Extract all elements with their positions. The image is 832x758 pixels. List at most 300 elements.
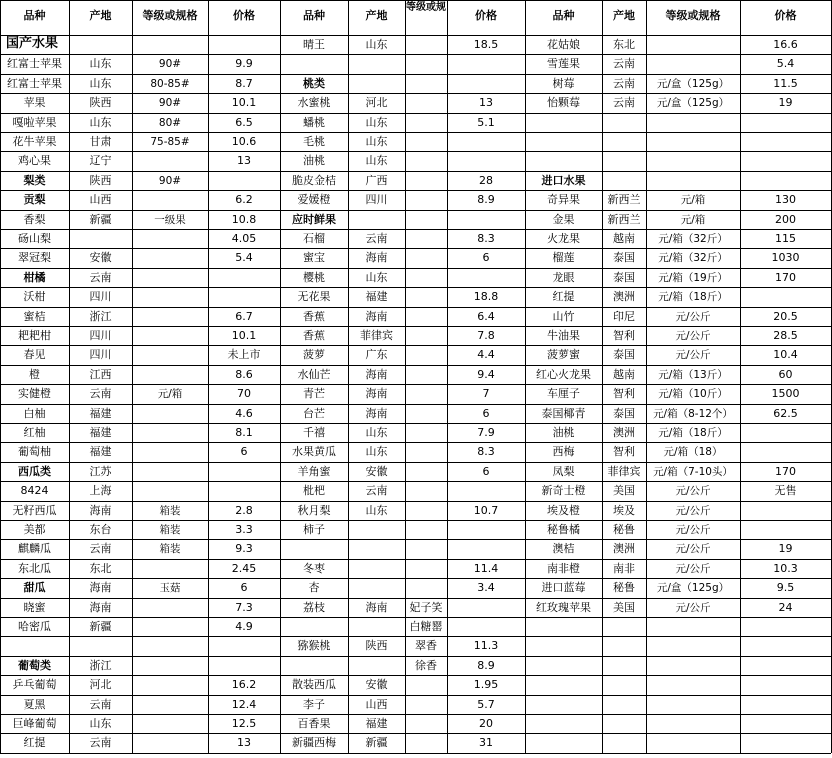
table-cell: 辽宁 <box>89 154 112 168</box>
table-cell: 花姑娘 <box>547 38 580 51</box>
table-cell: 4.05 <box>231 232 257 245</box>
table-cell: 福建 <box>89 426 112 439</box>
table-cell: 山东 <box>365 115 388 129</box>
column-header: 价格 <box>475 9 497 22</box>
table-cell: 澳洲 <box>613 290 635 304</box>
column-header: 价格 <box>774 9 797 22</box>
table-cell: 安徽 <box>89 251 112 265</box>
table-cell: 柿子 <box>303 523 325 536</box>
table-cell: 90# <box>158 58 182 71</box>
table-cell: 山东 <box>89 57 112 71</box>
table-cell: 柑橘 <box>23 270 46 284</box>
table-cell: 元/箱（18） <box>663 446 723 459</box>
table-cell: 东北 <box>89 561 112 575</box>
table-cell: 元/公斤 <box>675 562 711 575</box>
table-cell: 6.4 <box>477 309 495 323</box>
table-cell: 75-85# <box>150 136 190 148</box>
table-cell: 水仙芒 <box>297 367 331 381</box>
table-cell: 10.6 <box>231 135 257 148</box>
table-cell: 元/箱（32斤） <box>658 252 728 265</box>
table-cell: 玉菇 <box>159 582 181 595</box>
table-cell: 5.4 <box>776 57 795 71</box>
table-cell: 19 <box>778 542 793 556</box>
table-cell: 10.3 <box>773 561 798 575</box>
table-cell: 泰国 <box>613 270 635 284</box>
table-cell: 山东 <box>89 717 112 730</box>
table-cell: 东台 <box>89 523 112 536</box>
column-header: 价格 <box>233 9 255 22</box>
table-cell: 6.2 <box>235 193 253 207</box>
table-cell: 耙耙柑 <box>18 329 51 342</box>
table-cell: 花牛苹果 <box>12 135 57 148</box>
table-cell: 河北 <box>89 678 112 692</box>
table-cell: 元/公斤 <box>675 504 711 517</box>
table-cell: 猕猴桃 <box>297 639 331 653</box>
table-cell: 元/公斤 <box>675 543 711 556</box>
table-cell: 广西 <box>365 173 388 187</box>
table-cell: 福建 <box>89 445 112 459</box>
table-cell: 海南 <box>89 581 112 595</box>
table-cell: 山东 <box>365 503 388 517</box>
table-cell: 四川 <box>89 348 112 362</box>
table-cell: 鸡心果 <box>18 154 51 168</box>
table-cell: 元/公斤 <box>675 485 711 498</box>
column-header: 产地 <box>365 9 388 22</box>
table-cell: 3.3 <box>235 523 253 536</box>
table-cell: 油桃 <box>552 426 575 439</box>
table-cell: 蜜桔 <box>23 309 46 323</box>
table-cell: 海南 <box>365 387 388 401</box>
table-cell: 6 <box>240 445 248 459</box>
table-cell: 千禧 <box>303 426 325 439</box>
table-cell: 甜瓜 <box>23 581 46 595</box>
table-cell: 云南 <box>613 57 635 71</box>
table-cell: 8.3 <box>477 445 495 459</box>
table-cell: 10.4 <box>773 348 798 362</box>
table-cell: 新疆西梅 <box>292 736 336 750</box>
column-header: 产地 <box>613 9 635 22</box>
table-cell: 四川 <box>365 193 388 207</box>
table-cell: 云南 <box>89 387 112 401</box>
table-cell: 南非橙 <box>547 561 580 575</box>
table-cell: 8.3 <box>477 232 495 245</box>
table-cell: 海南 <box>89 503 112 517</box>
table-cell: 山东 <box>365 270 388 284</box>
table-cell: 11.3 <box>473 639 499 653</box>
table-cell: 新西兰 <box>607 212 641 226</box>
table-cell: 越南 <box>613 232 635 245</box>
table-cell: 菠萝蜜 <box>547 348 580 362</box>
table-cell: 28 <box>479 173 493 187</box>
table-cell: 元/箱（18斤） <box>658 291 728 304</box>
table-cell: 无籽西瓜 <box>12 503 57 517</box>
table-cell: 无售 <box>774 484 797 498</box>
table-cell: 李子 <box>303 697 325 711</box>
table-cell: 红富士苹果 <box>7 76 62 90</box>
table-cell: 2.45 <box>231 561 257 575</box>
table-cell: 云南 <box>365 484 388 498</box>
table-cell: 翠香 <box>415 639 437 653</box>
table-cell: 3.4 <box>477 581 495 595</box>
table-cell: 夏黑 <box>23 697 46 711</box>
table-cell: 6 <box>482 251 490 265</box>
table-cell: 泰国 <box>613 406 635 420</box>
table-cell: 百香果 <box>297 717 331 730</box>
table-cell: 13 <box>479 96 493 110</box>
table-cell: 元/箱（19斤） <box>658 271 728 284</box>
table-cell: 1030 <box>771 251 800 265</box>
table-cell: 元/公斤 <box>675 349 711 362</box>
table-cell: 元/箱（18斤） <box>658 427 728 439</box>
table-cell: 枇杷 <box>303 484 325 498</box>
table-cell: 陕西 <box>365 639 388 653</box>
table-cell: 11.5 <box>773 76 798 90</box>
table-cell: 红心火龙果 <box>536 367 591 381</box>
table-cell: 70 <box>237 387 251 401</box>
table-cell: 60 <box>778 367 793 381</box>
table-cell: 2.8 <box>235 503 253 517</box>
table-cell: 澳洲 <box>613 542 635 556</box>
table-cell: 云南 <box>613 96 635 110</box>
table-cell: 6.7 <box>235 309 253 323</box>
table-cell: 油桃 <box>303 154 325 168</box>
table-cell: 红提 <box>552 290 575 304</box>
table-cell: 美国 <box>613 600 635 614</box>
table-cell: 海南 <box>365 309 388 323</box>
table-cell: 元/公斤 <box>675 310 711 323</box>
table-cell: 香蕉 <box>303 329 325 342</box>
table-cell: 陕西 <box>89 96 112 110</box>
table-cell: 元/箱（7-10头） <box>653 465 733 478</box>
table-cell: 晴王 <box>303 38 325 51</box>
table-cell: 智利 <box>613 445 635 459</box>
table-cell: 沃柑 <box>23 290 46 304</box>
table-cell: 安徽 <box>365 464 388 478</box>
table-cell: 山东 <box>365 154 388 168</box>
table-cell: 蟠桃 <box>303 115 325 129</box>
table-cell: 脆皮金桔 <box>292 173 336 187</box>
column-header: 品种 <box>303 9 325 22</box>
table-cell: 翠冠梨 <box>18 251 51 265</box>
table-cell: 红富士苹果 <box>7 57 62 71</box>
table-cell: 树莓 <box>552 76 575 90</box>
table-cell: 9.3 <box>235 542 253 556</box>
table-cell: 广东 <box>365 348 388 362</box>
table-cell: 云南 <box>365 232 388 245</box>
table-cell: 龙眼 <box>552 270 575 284</box>
table-cell: 新疆 <box>89 212 112 226</box>
table-cell: 9.4 <box>477 367 495 381</box>
table-cell: 6.5 <box>235 115 253 129</box>
table-cell: 怡颗莓 <box>547 96 580 110</box>
table-cell: 南非 <box>613 561 635 575</box>
table-cell: 13 <box>237 154 251 168</box>
table-cell: 哈密瓜 <box>18 620 51 633</box>
table-cell: 应时鲜果 <box>292 212 336 226</box>
table-cell: 榴莲 <box>552 251 575 265</box>
table-cell: 9.9 <box>235 57 253 71</box>
table-cell: 山东 <box>89 115 112 129</box>
table-cell: 四川 <box>89 290 112 304</box>
table-cell: 梨类 <box>23 173 46 187</box>
table-cell: 7.8 <box>477 329 495 342</box>
table-cell: 乒乓葡萄 <box>12 678 57 692</box>
table-cell: 福建 <box>365 717 388 730</box>
table-cell: 31 <box>479 736 493 750</box>
table-cell: 贡梨 <box>23 193 46 207</box>
table-cell: 徐香 <box>415 658 437 672</box>
table-cell: 未上市 <box>227 348 261 362</box>
table-cell: 美都 <box>23 523 46 536</box>
table-cell: 实健橙 <box>18 387 51 401</box>
table-cell: 4.9 <box>235 620 253 633</box>
table-cell: 海南 <box>365 600 388 614</box>
table-cell: 5.7 <box>477 697 495 711</box>
table-cell: 白糖罂 <box>409 620 443 633</box>
table-cell: 8.7 <box>235 76 253 90</box>
table-cell: 雪莲果 <box>547 57 580 71</box>
table-cell: 河北 <box>365 96 388 110</box>
table-cell: 115 <box>775 232 796 245</box>
table-cell: 8.9 <box>477 193 495 207</box>
table-cell: 元/箱（13斤） <box>658 368 728 381</box>
table-cell: 江苏 <box>89 464 112 478</box>
table-cell: 樱桃 <box>303 270 325 284</box>
table-cell: 元/公斤 <box>675 330 711 342</box>
table-cell: 16.6 <box>773 38 798 51</box>
table-cell: 8.9 <box>477 658 495 672</box>
table-cell: 200 <box>775 212 796 226</box>
table-cell: 20 <box>479 717 493 730</box>
table-cell: 葡萄类 <box>18 658 51 672</box>
table-cell: 5.4 <box>235 251 253 265</box>
table-cell: 菲律宾 <box>607 464 641 478</box>
table-cell: 巨峰葡萄 <box>12 717 57 730</box>
table-cell: 20.5 <box>773 309 798 323</box>
table-cell: 箱装 <box>159 543 181 556</box>
table-cell: 红玫瑰苹果 <box>536 600 591 614</box>
table-cell: 羊角蜜 <box>297 464 331 478</box>
table-cell: 云南 <box>89 697 112 711</box>
table-cell: 妃子笑 <box>409 600 443 614</box>
table-cell: 无花果 <box>297 290 331 304</box>
table-cell: 90# <box>158 174 182 187</box>
table-cell: 新疆 <box>365 736 388 750</box>
table-cell: 红提 <box>23 736 46 750</box>
table-cell: 山东 <box>365 445 388 459</box>
table-cell: 智利 <box>613 387 635 401</box>
table-cell: 智利 <box>613 329 635 342</box>
table-cell: 云南 <box>89 736 112 750</box>
table-cell: 埃及橙 <box>547 503 580 517</box>
table-cell: 泰国 <box>613 251 635 265</box>
table-cell: 香梨 <box>23 212 46 226</box>
table-cell: 山东 <box>365 135 388 148</box>
column-header: 等级或规格 <box>142 9 198 22</box>
table-cell: 云南 <box>89 542 112 556</box>
table-cell: 海南 <box>365 406 388 420</box>
column-header: 产地 <box>89 9 112 22</box>
table-cell: 元/盒（125g） <box>656 582 730 595</box>
table-cell: 箱装 <box>159 524 181 536</box>
table-cell: 1500 <box>771 387 800 401</box>
table-cell: 一级果 <box>154 213 186 226</box>
table-cell: 橙 <box>29 367 40 381</box>
table-cell: 冬枣 <box>303 561 325 575</box>
table-cell: 江西 <box>89 367 112 381</box>
table-cell: 晓蜜 <box>23 600 46 614</box>
table-cell: 泰国 <box>613 348 635 362</box>
column-header: 品种 <box>552 9 575 22</box>
table-cell: 凤梨 <box>552 464 575 478</box>
table-cell: 11.4 <box>473 561 499 575</box>
table-cell: 秘鲁橘 <box>547 523 580 536</box>
table-cell: 车厘子 <box>547 387 580 401</box>
table-cell: 新奇士橙 <box>541 484 586 498</box>
table-cell: 170 <box>775 464 796 478</box>
table-cell: 130 <box>775 193 796 207</box>
table-cell: 甘肃 <box>89 135 112 148</box>
table-cell: 云南 <box>89 270 112 284</box>
table-cell: 新西兰 <box>607 193 641 207</box>
table-cell: 8424 <box>20 484 49 498</box>
table-cell: 荔枝 <box>303 600 325 614</box>
table-cell: 80-85# <box>150 77 190 90</box>
table-cell: 山西 <box>365 697 388 711</box>
table-cell: 澳洲 <box>613 426 635 439</box>
table-cell: 山东 <box>365 426 388 439</box>
table-cell: 金果 <box>552 212 575 226</box>
table-cell: 7.3 <box>235 600 253 614</box>
table-cell: 1.95 <box>473 678 499 692</box>
table-cell: 12.4 <box>231 697 257 711</box>
table-cell: 红柚 <box>23 426 46 439</box>
table-cell: 7.9 <box>477 426 495 439</box>
table-cell: 菲律宾 <box>360 329 393 342</box>
table-cell: 越南 <box>613 367 635 381</box>
table-cell: 东北 <box>613 38 635 51</box>
table-cell: 埃及 <box>613 503 635 517</box>
table-cell: 国产水果 <box>6 36 59 51</box>
table-cell: 上海 <box>89 484 112 498</box>
table-cell: 4.4 <box>477 348 495 362</box>
table-cell: 6 <box>482 406 490 420</box>
table-cell: 12.5 <box>231 717 257 730</box>
table-cell: 170 <box>775 270 796 284</box>
table-cell: 元/箱 <box>157 388 183 401</box>
table-cell: 8.1 <box>235 426 253 439</box>
table-cell: 10.1 <box>231 329 257 342</box>
table-cell: 菠萝 <box>303 348 325 362</box>
table-cell: 蜜宝 <box>303 251 325 265</box>
table-cell: 泰国椰青 <box>541 406 586 420</box>
table-cell: 秋月梨 <box>297 503 331 517</box>
table-cell: 嘎啦苹果 <box>12 115 57 129</box>
table-cell: 山西 <box>89 193 112 207</box>
table-cell: 香蕉 <box>303 309 325 323</box>
table-cell: 西梅 <box>552 445 575 459</box>
table-cell: 西瓜类 <box>18 464 51 478</box>
table-cell: 散装西瓜 <box>292 678 336 692</box>
table-cell: 元/盒（125g） <box>656 77 730 90</box>
table-cell: 火龙果 <box>547 232 580 245</box>
table-cell: 葡萄柚 <box>18 445 51 459</box>
table-cell: 10.1 <box>231 96 257 110</box>
table-cell: 水果黄瓜 <box>292 445 336 459</box>
table-cell: 10.7 <box>473 503 499 517</box>
table-cell: 安徽 <box>365 678 388 692</box>
table-cell: 元/箱 <box>680 213 706 226</box>
table-cell: 石榴 <box>303 232 325 245</box>
table-cell: 台芒 <box>303 406 325 420</box>
table-cell: 毛桃 <box>303 135 325 148</box>
table-cell: 6 <box>482 464 490 478</box>
table-cell: 19 <box>778 96 793 110</box>
table-cell: 元/箱（32斤） <box>658 233 728 245</box>
column-header: 等级或规格 <box>665 9 721 22</box>
table-cell: 元/箱（8-12个） <box>653 407 733 420</box>
table-cell: 28.5 <box>773 329 798 342</box>
table-cell: 青芒 <box>303 387 325 401</box>
table-cell: 山东 <box>89 76 112 90</box>
table-cell: 浙江 <box>89 658 112 672</box>
table-cell: 麒麟瓜 <box>18 542 51 556</box>
table-cell: 福建 <box>89 406 112 420</box>
table-cell: 四川 <box>89 329 112 342</box>
table-cell: 白柚 <box>23 406 46 420</box>
table-cell: 奇异果 <box>547 193 580 207</box>
table-cell: 90# <box>158 97 182 110</box>
table-cell: 元/公斤 <box>675 601 711 614</box>
table-cell: 13 <box>237 736 251 750</box>
table-cell: 进口水果 <box>541 173 586 187</box>
table-cell: 福建 <box>365 290 388 304</box>
table-cell: 8.6 <box>235 367 253 381</box>
table-cell: 元/箱 <box>680 194 706 207</box>
table-cell: 进口蓝莓 <box>541 581 586 595</box>
table-cell: 18.5 <box>473 38 499 51</box>
table-cell: 澳桔 <box>552 542 575 556</box>
table-cell: 砀山梨 <box>18 232 51 245</box>
table-cell: 海南 <box>365 367 388 381</box>
table-cell: 7 <box>482 387 490 401</box>
table-cell: 印尼 <box>613 309 635 323</box>
table-cell: 6 <box>240 581 248 595</box>
table-cell: 苹果 <box>23 96 46 110</box>
column-header: 品种 <box>23 9 46 22</box>
table-cell: 秘鲁 <box>613 581 635 595</box>
table-cell: 浙江 <box>89 309 112 323</box>
table-cell: 元/盒（125g） <box>656 97 730 110</box>
table-cell: 16.2 <box>231 678 257 692</box>
table-cell: 山竹 <box>552 309 575 323</box>
table-cell: 5.1 <box>477 115 495 129</box>
table-cell: 箱装 <box>159 504 181 517</box>
table-cell: 东北瓜 <box>18 561 51 575</box>
table-cell: 美国 <box>613 484 635 498</box>
table-cell: 元/箱（10斤） <box>658 388 728 401</box>
table-cell: 80# <box>158 116 182 129</box>
column-header: 等级或规 <box>406 2 446 13</box>
table-cell: 18.8 <box>473 290 499 304</box>
table-cell: 杏 <box>308 581 320 595</box>
table-cell: 新疆 <box>89 620 112 633</box>
table-cell: 水蜜桃 <box>297 96 331 110</box>
table-cell: 元/公斤 <box>675 524 711 536</box>
table-cell: 24 <box>778 600 793 614</box>
table-cell: 桃类 <box>303 76 325 90</box>
table-cell: 牛油果 <box>547 329 580 342</box>
